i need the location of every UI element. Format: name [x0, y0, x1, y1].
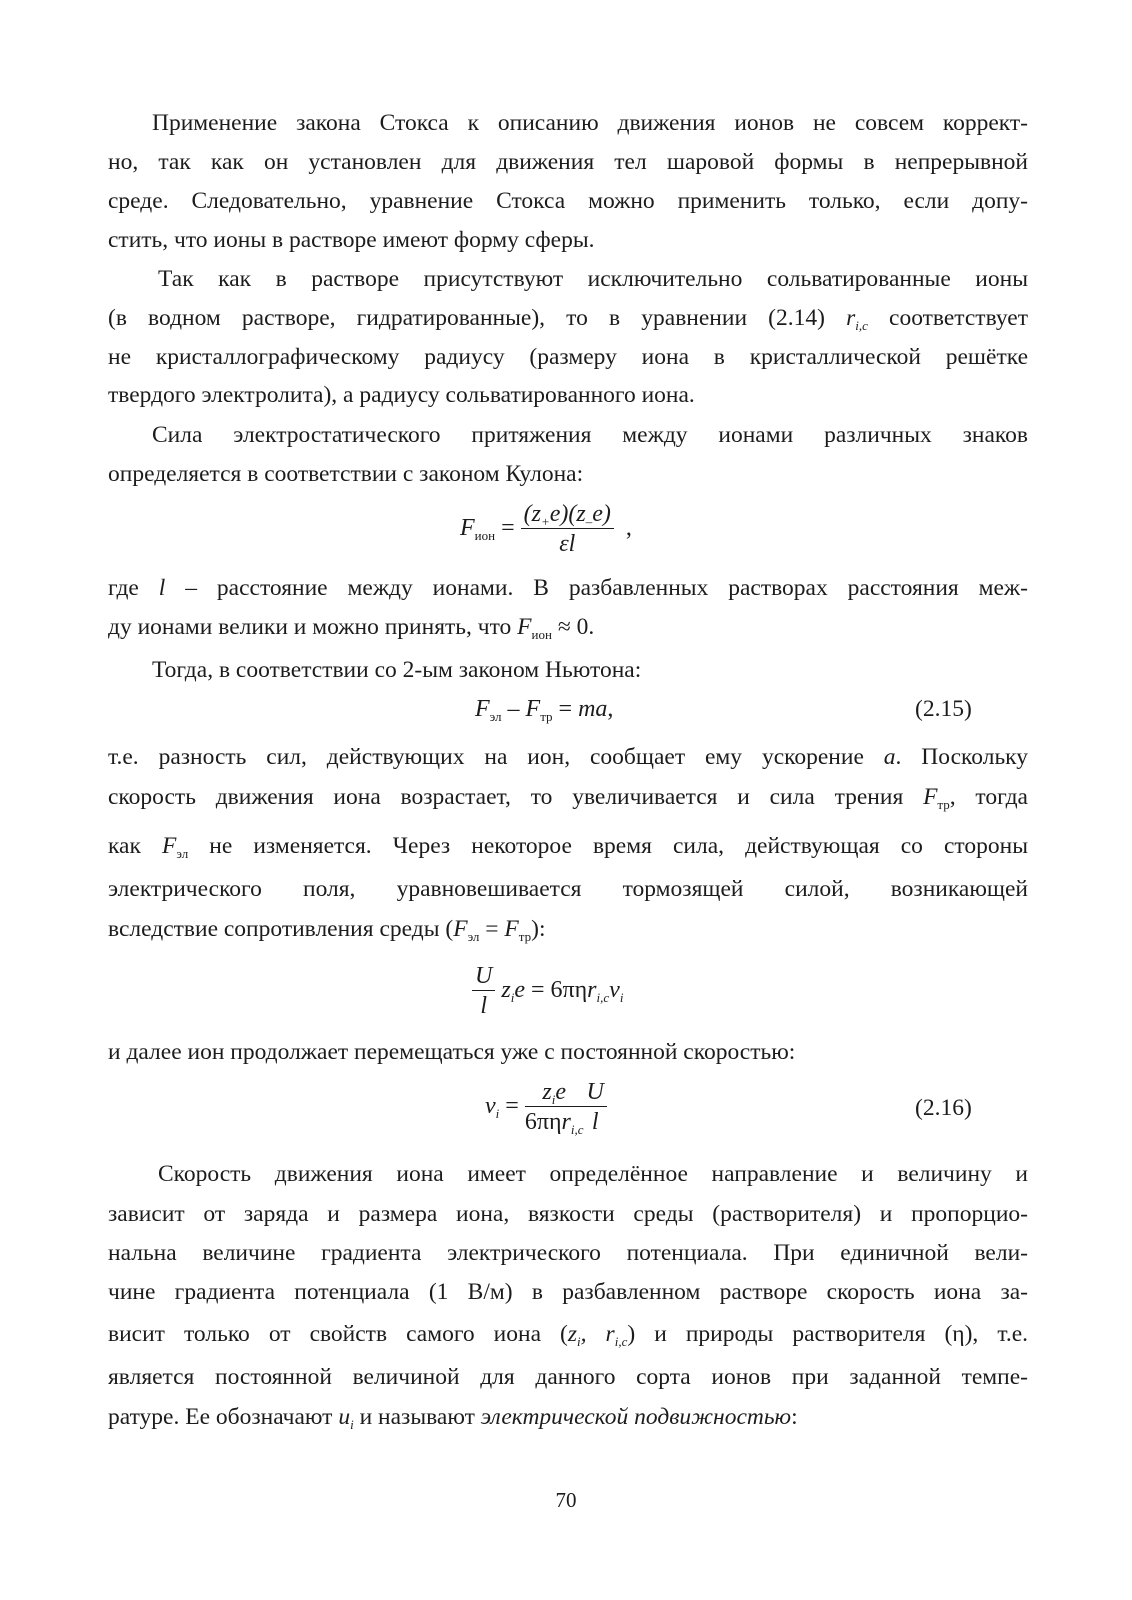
text-span: и называют [359, 1404, 475, 1430]
text-line: Так как в растворе присутствуют исключительно сольватированные ионы [158, 266, 1028, 292]
text-line [108, 782, 1028, 812]
text-line: стить, что ионы в растворе имеют форму сферы. [108, 227, 595, 253]
text-span: вследствие сопротивления среды ( [108, 916, 454, 942]
text-line: но, так как он установлен для движения тел шаровой формы в непрерывной [108, 149, 1028, 175]
text-line: ду ионами велики и можно принять, что $F_{ион} \approx 0$. [108, 614, 595, 642]
text-line [108, 742, 1028, 772]
text-line: Сила электростатического притяжения между ионами различных знаков [152, 422, 1028, 448]
text-line [108, 831, 1028, 861]
equation-number: (2.15) [915, 696, 972, 722]
equilibrium-formula: $\frac{U}{l}$ $z_ie = 6\pi\eta r_{i,c}v_i$ [472, 962, 623, 1021]
text-span: ратуре. Ее обозначают [108, 1404, 333, 1430]
text-span: ду ионами велики и можно принять, что [108, 614, 512, 640]
text-line: среде. Следовательно, уравнение Стокса можно применить только, если допу- [108, 188, 1028, 214]
inline-formula: l [158, 575, 166, 601]
text-line: твердого электролита), а радиусу сольватированного иона. [108, 382, 695, 408]
text-span: не изменяется. Через некоторое время сила, действующая со стороны [209, 833, 1029, 859]
text-line: Применение закона Стокса к описанию движения ионов не совсем коррект- [152, 110, 1028, 136]
text-span: : [791, 1404, 798, 1430]
text-span: ): [531, 916, 546, 942]
newton-formula: $F_{эл} - F_{тр}$ = ma, [475, 696, 614, 724]
text-line: нальна величине градиента электрического потенциала. При единичной вели- [108, 1240, 1028, 1266]
text-span: , тогда [949, 784, 1028, 810]
text-line [108, 573, 1028, 603]
coulomb-formula: $F_{ион}$ = $\frac{(z_+e)(z_-e)}{\varepsilon l}$ , [460, 501, 632, 557]
text-line [108, 303, 1028, 333]
inline-formula: $F_{эл}$ [162, 833, 189, 861]
text-span: висит только от свойств самого иона ( [108, 1321, 568, 1347]
velocity-formula: $v_i$ = $\frac{z_ie}{6\pi\eta r_{i,c}}$ $\frac{U}{l}$ [485, 1078, 607, 1137]
text-span: – расстояние между ионами. В разбавленных растворах расстояния меж- [185, 575, 1028, 601]
text-line [108, 914, 1028, 944]
text-line: и далее ион продолжает перемещаться уже с постоянной скоростью: [108, 1039, 796, 1065]
text-line: не кристаллографическому радиусу (размеру иона в кристаллической решётке [108, 344, 1028, 370]
emphasis-term: электрической подвижностью [480, 1404, 792, 1430]
text-span: где [108, 575, 139, 601]
equation-number: (2.16) [915, 1095, 972, 1121]
text-line [108, 1319, 1028, 1349]
text-span: . Поскольку [895, 744, 1028, 770]
inline-formula: $F_{ион} \approx 0$ [517, 614, 589, 642]
text-line: является постоянной величиной для данного сорта ионов при заданной темпе- [108, 1364, 1028, 1390]
inline-formula: a [883, 744, 896, 770]
text-span: скорость движения иона возрастает, то увеличивается и сила трения [108, 784, 904, 810]
text-span: (в водном растворе, гидратированные), то в уравнении (2.14) [108, 305, 825, 331]
text-span: ) и природы растворителя (η), т.е. [627, 1321, 1029, 1347]
text-line: чине градиента потенциала (1 В/м) в разбавленном растворе скорость иона за- [108, 1279, 1028, 1305]
text-span: т.е. разность сил, действующих на ион, сообщает ему ускорение [108, 744, 864, 770]
text-line: Тогда, в соответствии со 2-ым законом Ньютона: [152, 657, 642, 683]
inline-formula: $u_i$ [338, 1404, 354, 1432]
inline-formula: $F_{тр}$ [923, 784, 950, 812]
inline-formula: $F_{эл} = F_{тр}$ [453, 916, 532, 944]
page-number: 70 [555, 1488, 577, 1512]
text-line: зависит от заряда и размера иона, вязкости среды (растворителя) и пропорцио- [108, 1201, 1028, 1227]
text-line: определяется в соответствии с законом Кулона: [108, 461, 584, 487]
text-line: электрического поля, уравновешивается тормозящей силой, возникающей [108, 876, 1028, 902]
inline-formula: $r_{i,c}$ [846, 305, 868, 333]
text-span: соответствует [889, 305, 1029, 331]
text-line: Скорость движения иона имеет определённое направление и величину и [158, 1161, 1028, 1187]
text-line [108, 1402, 1028, 1432]
text-span: как [108, 833, 141, 859]
inline-formula: $z_i$, $r_{i,c}$ [567, 1321, 628, 1349]
